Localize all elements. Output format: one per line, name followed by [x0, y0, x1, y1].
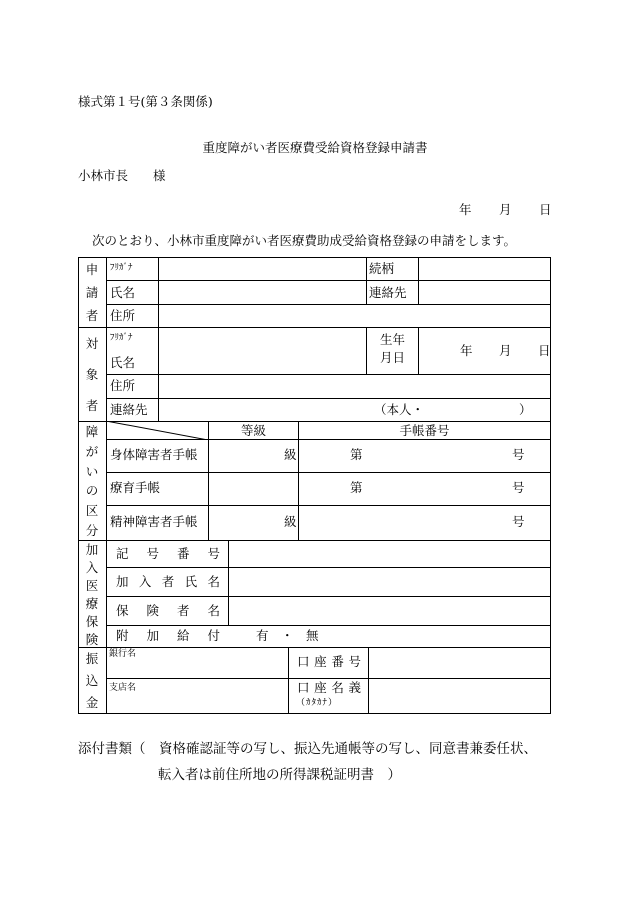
page-title: 重度障がい者医療費受給資格登録申請書: [202, 140, 428, 155]
rehab-number-field[interactable]: [366, 473, 510, 505]
mental-number-field[interactable]: [299, 506, 510, 540]
date-month: 月: [499, 202, 512, 217]
rehab-number-suffix: 号: [512, 480, 525, 495]
account-number-field[interactable]: [369, 648, 550, 678]
bank-name-field[interactable]: [107, 660, 288, 678]
subject-name-field[interactable]: [159, 328, 366, 374]
disability-section-label: 障 が い の 区 分: [85, 423, 99, 539]
branch-name-label: 支店名: [109, 683, 137, 693]
applicant-section-label: 申 請 者: [85, 261, 99, 324]
symbol-number-label: 記 号 番 号: [116, 546, 220, 561]
applicant-address-label: 住所: [110, 308, 136, 323]
mental-number-suffix: 号: [512, 514, 525, 529]
member-name-field[interactable]: [229, 568, 550, 596]
date-day: 日: [539, 202, 552, 217]
applicant-contact-label: 連絡先: [369, 285, 407, 300]
handbook-number-header: 手帳番号: [399, 423, 450, 438]
subject-furigana-label: ﾌﾘｶﾞﾅ: [110, 333, 133, 343]
kana-note: （ｶﾀｶﾅ）: [296, 698, 339, 708]
applicant-address-field[interactable]: [159, 305, 550, 327]
subject-contact-field[interactable]: [159, 399, 369, 421]
applicant-name-label: 氏名: [110, 285, 136, 300]
subject-birth-year: 年: [460, 343, 473, 358]
rehab-number-prefix: 第: [350, 480, 363, 495]
subject-birth-label-2: 月日: [380, 350, 406, 365]
bank-name-label: 銀行名: [109, 649, 137, 659]
transfer-section-label: 振 込 金: [85, 651, 99, 710]
supplementary-label: 附 加 給 付: [116, 628, 220, 643]
intro-text: 次のとおり、小林市重度障がい者医療費助成受給資格登録の申請をします。: [92, 233, 517, 248]
mental-grade-field[interactable]: [209, 506, 283, 540]
physical-grade-field[interactable]: [209, 440, 283, 472]
attachments-line-2: 転入者は前住所地の所得課税証明書 ）: [158, 767, 401, 783]
subject-birth-label-1: 生年: [380, 332, 406, 347]
physical-handbook-label: 身体障害者手帳: [110, 447, 198, 462]
rehab-handbook-label: 療育手帳: [110, 480, 161, 495]
account-name-label: 口 座 名 義: [297, 680, 361, 695]
subject-section-label: 対 象 者: [85, 335, 99, 414]
addressee: 小林市長 様: [78, 168, 166, 183]
physical-number-suffix: 号: [512, 447, 525, 462]
diagonal-header-line: [106, 421, 208, 440]
insurer-name-label: 保 険 者 名: [116, 603, 220, 618]
applicant-contact-field[interactable]: [419, 281, 550, 304]
subject-address-field[interactable]: [159, 375, 550, 398]
subject-birth-day: 日: [538, 343, 551, 358]
rehab-grade-field[interactable]: [209, 473, 298, 505]
insurance-section-label: 加 入 医 療 保 険: [85, 542, 99, 647]
physical-grade-suffix: 級: [284, 447, 297, 462]
symbol-number-field[interactable]: [229, 541, 550, 567]
attachments-line-1: 添付書類（ 資格確認証等の写し、振込先通帳等の写し、同意書兼委任状、: [78, 741, 537, 757]
physical-number-field[interactable]: [366, 440, 510, 472]
branch-name-field[interactable]: [107, 694, 288, 713]
grade-header: 等級: [240, 423, 266, 438]
account-name-field[interactable]: [369, 679, 550, 713]
mental-handbook-label: 精神障害者手帳: [110, 514, 198, 529]
supplementary-choice[interactable]: 有 ・ 無: [256, 628, 319, 643]
member-name-label: 加 入 者 氏 名: [116, 574, 220, 589]
subject-contact-label: 連絡先: [110, 402, 148, 417]
applicant-relation-label: 続柄: [369, 261, 395, 276]
insurer-name-field[interactable]: [229, 597, 550, 625]
subject-birth-month: 月: [499, 343, 512, 358]
subject-self-note: （本人・: [374, 402, 425, 417]
subject-self-note-close: ）: [519, 402, 532, 417]
account-number-label: 口 座 番 号: [297, 654, 361, 669]
subject-address-label: 住所: [110, 378, 136, 393]
date-year: 年: [459, 202, 472, 217]
subject-name-label: 氏名: [110, 355, 136, 370]
form-number: 様式第１号(第３条関係): [78, 94, 213, 109]
applicant-relation-field[interactable]: [419, 258, 550, 280]
mental-grade-suffix: 級: [284, 514, 297, 529]
applicant-name-field[interactable]: [159, 281, 366, 304]
applicant-furigana-field[interactable]: [159, 258, 366, 280]
applicant-furigana-label: ﾌﾘｶﾞﾅ: [110, 263, 133, 273]
physical-number-prefix: 第: [350, 447, 363, 462]
